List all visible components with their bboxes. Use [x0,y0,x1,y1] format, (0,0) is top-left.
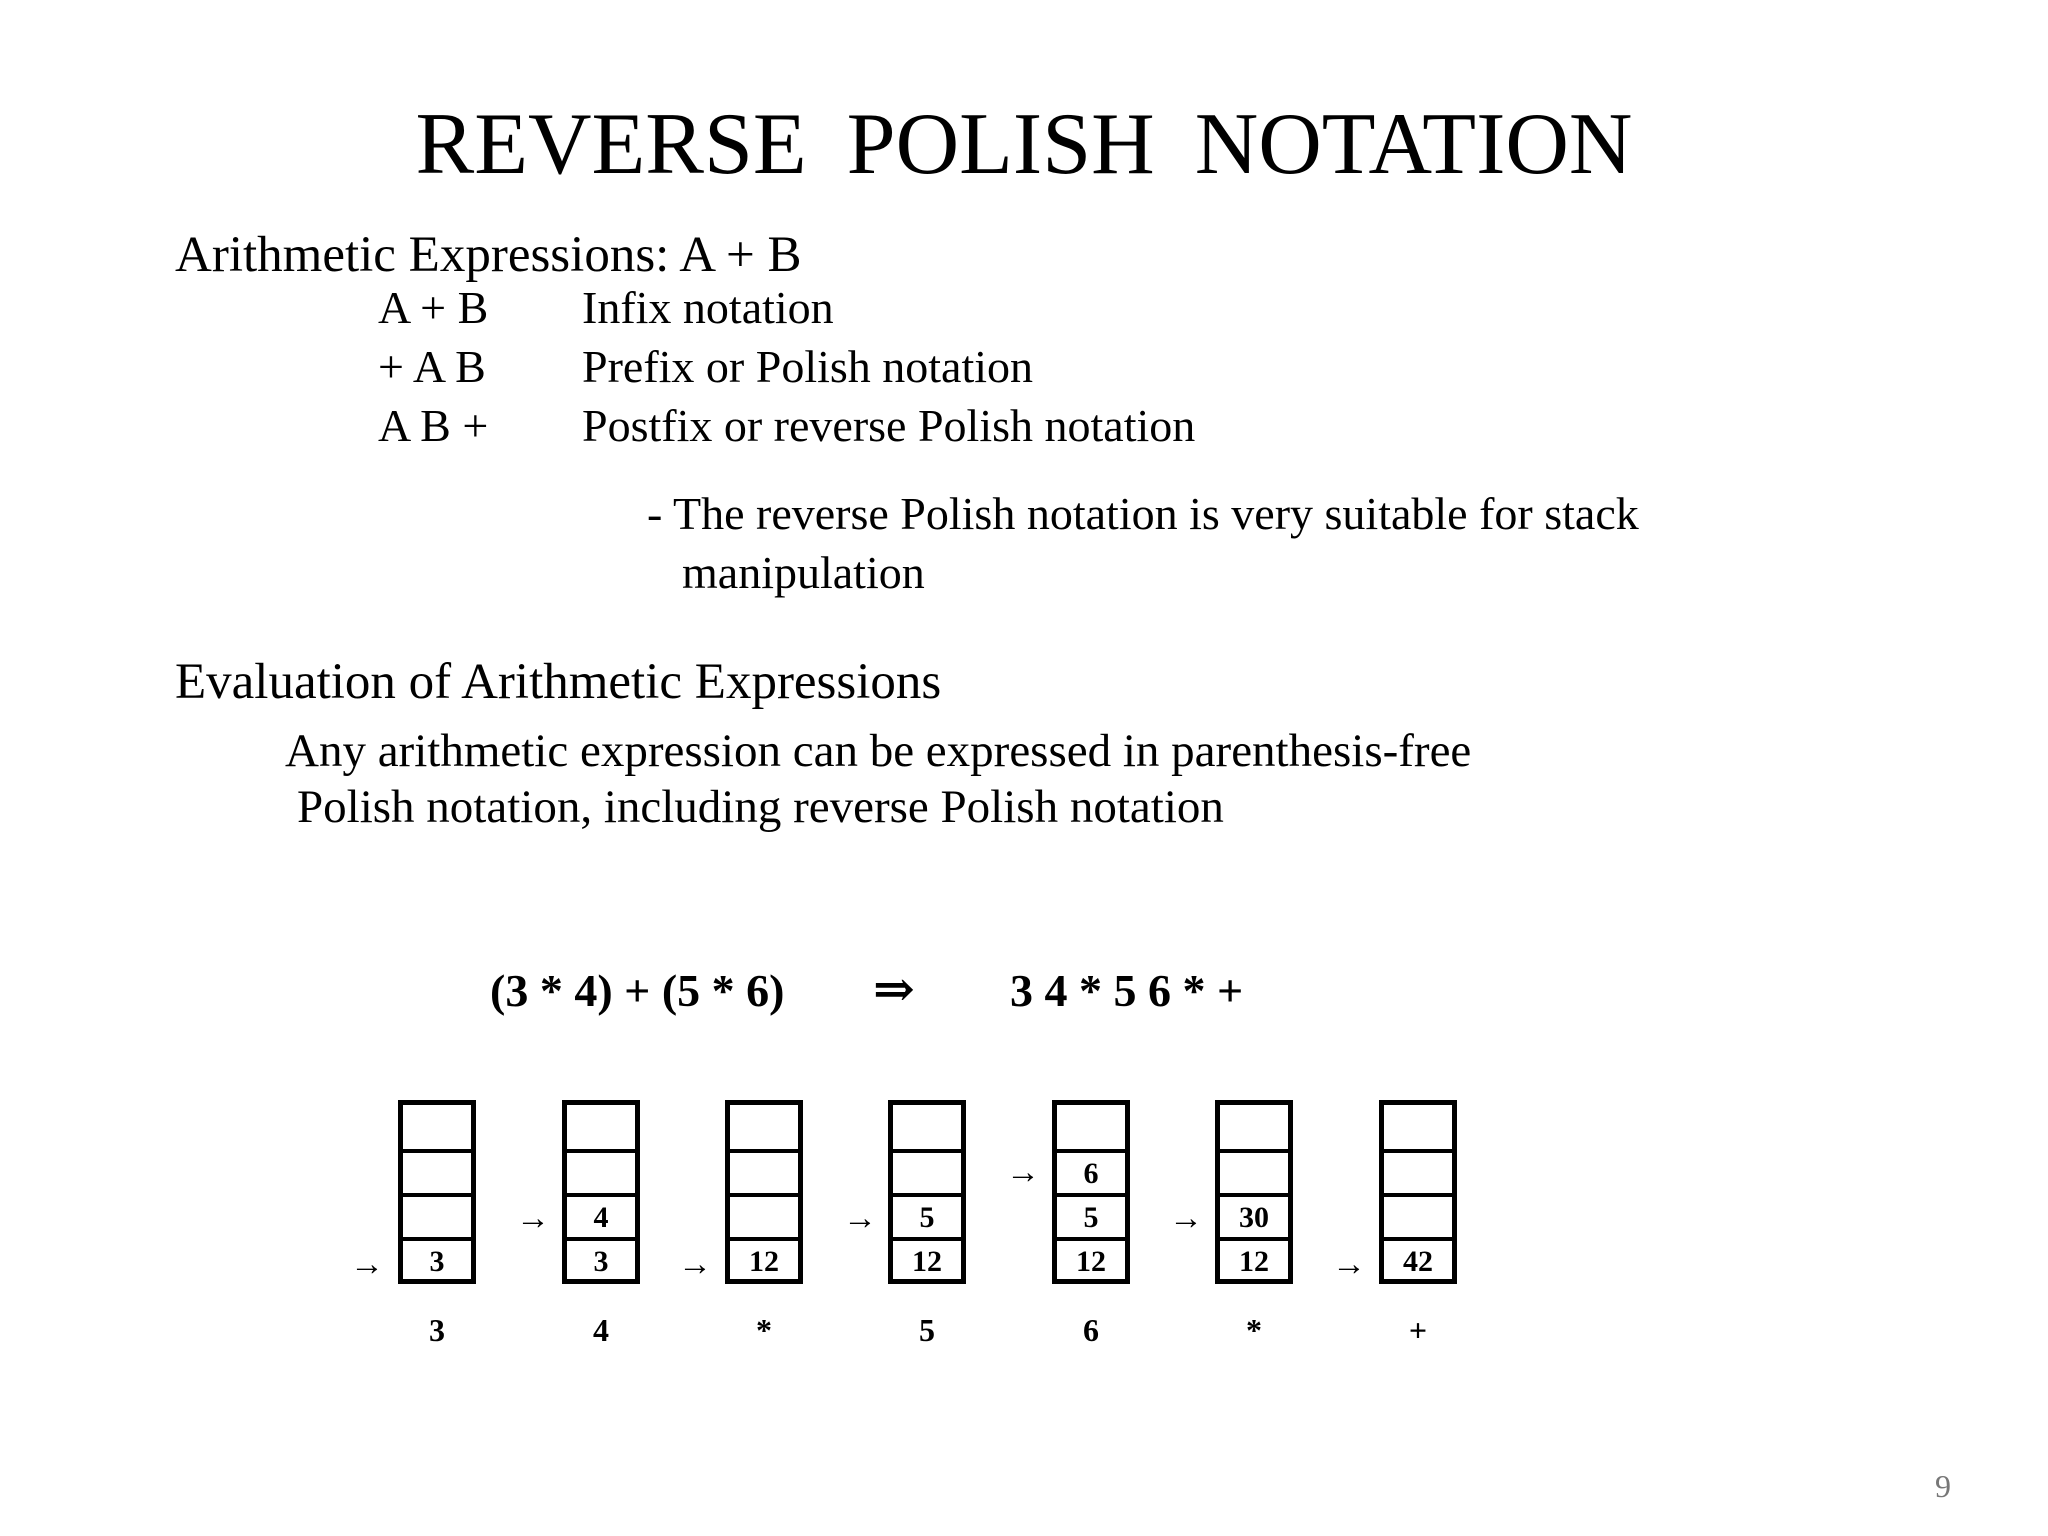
stack-cell [567,1149,635,1193]
infix-expression: (3 * 4) + (5 * 6) [490,965,785,1016]
stack-cell: 12 [893,1237,961,1281]
stack-step-2 [562,1100,640,1284]
stack-suitability-note-line2: manipulation [682,547,925,598]
stack-input-label: 6 [1083,1312,1099,1348]
section-heading-arithmetic-expressions: Arithmetic Expressions: A + B [175,227,802,283]
stack-step-5 [1052,1100,1130,1284]
stack-input-label: * [1246,1312,1262,1348]
notation-expr-postfix: A B + [378,400,489,451]
stack-input-label: * [756,1312,772,1348]
notation-desc-postfix: Postfix or reverse Polish notation [582,400,1196,451]
stack-cell [403,1149,471,1193]
stack-input-label: 4 [593,1312,609,1348]
stack-pointer-arrow-icon: → [350,1246,384,1283]
stack-cell [730,1193,798,1237]
stack-cell: 5 [1057,1193,1125,1237]
stack-suitability-note-line1: - The reverse Polish notation is very suitable for stack [647,488,1639,539]
stack-cell [1220,1105,1288,1149]
stack-pointer-arrow-icon: → [678,1246,712,1283]
stack-cell: 4 [567,1193,635,1237]
stack-input-label: 3 [429,1312,445,1348]
stack-cell: 3 [567,1237,635,1281]
stack-cell [893,1149,961,1193]
stack-cell [893,1105,961,1149]
stack-cell [403,1193,471,1237]
notation-expr-infix: A + B [378,282,489,333]
notation-desc-infix: Infix notation [582,282,834,333]
page-number: 9 [1935,1468,1951,1504]
stack-input-label: 5 [919,1312,935,1348]
stack-cell [1384,1193,1452,1237]
stack-cell: 12 [730,1237,798,1281]
stack-pointer-arrow-icon: → [516,1200,550,1237]
stack-cell [1057,1105,1125,1149]
stack-step-7 [1379,1100,1457,1284]
stack-cell: 12 [1220,1237,1288,1281]
stack-input-label: + [1408,1312,1428,1348]
stack-step-4 [888,1100,966,1284]
stack-pointer-arrow-icon: → [843,1200,877,1237]
stack-cell: 30 [1220,1193,1288,1237]
stack-cell [1384,1149,1452,1193]
stack-cell [403,1105,471,1149]
conversion-arrow-icon: ⇒ [873,961,915,1017]
stack-cell: 12 [1057,1237,1125,1281]
stack-cell: 5 [893,1193,961,1237]
postfix-expression: 3 4 * 5 6 * + [1010,965,1244,1016]
stack-step-3 [725,1100,803,1284]
page-title: REVERSE POLISH NOTATION [415,96,1633,193]
stack-cell [730,1105,798,1149]
stack-step-6 [1215,1100,1293,1284]
stack-pointer-arrow-icon: → [1169,1200,1203,1237]
evaluation-text-line2: Polish notation, including reverse Polish notation [297,781,1224,833]
stack-cell: 42 [1384,1237,1452,1281]
stack-step-1 [398,1100,476,1284]
notation-expr-prefix: + A B [378,341,486,392]
section-heading-evaluation: Evaluation of Arithmetic Expressions [175,654,942,710]
stack-cell [1220,1149,1288,1193]
stack-cell [1384,1105,1452,1149]
stack-cell: 3 [403,1237,471,1281]
stack-pointer-arrow-icon: → [1332,1246,1366,1283]
evaluation-text-line1: Any arithmetic expression can be expressed in parenthesis-free [285,725,1472,777]
stack-cell: 6 [1057,1149,1125,1193]
stack-pointer-arrow-icon: → [1006,1154,1040,1191]
stack-cell [730,1149,798,1193]
notation-desc-prefix: Prefix or Polish notation [582,341,1034,392]
stack-cell [567,1105,635,1149]
